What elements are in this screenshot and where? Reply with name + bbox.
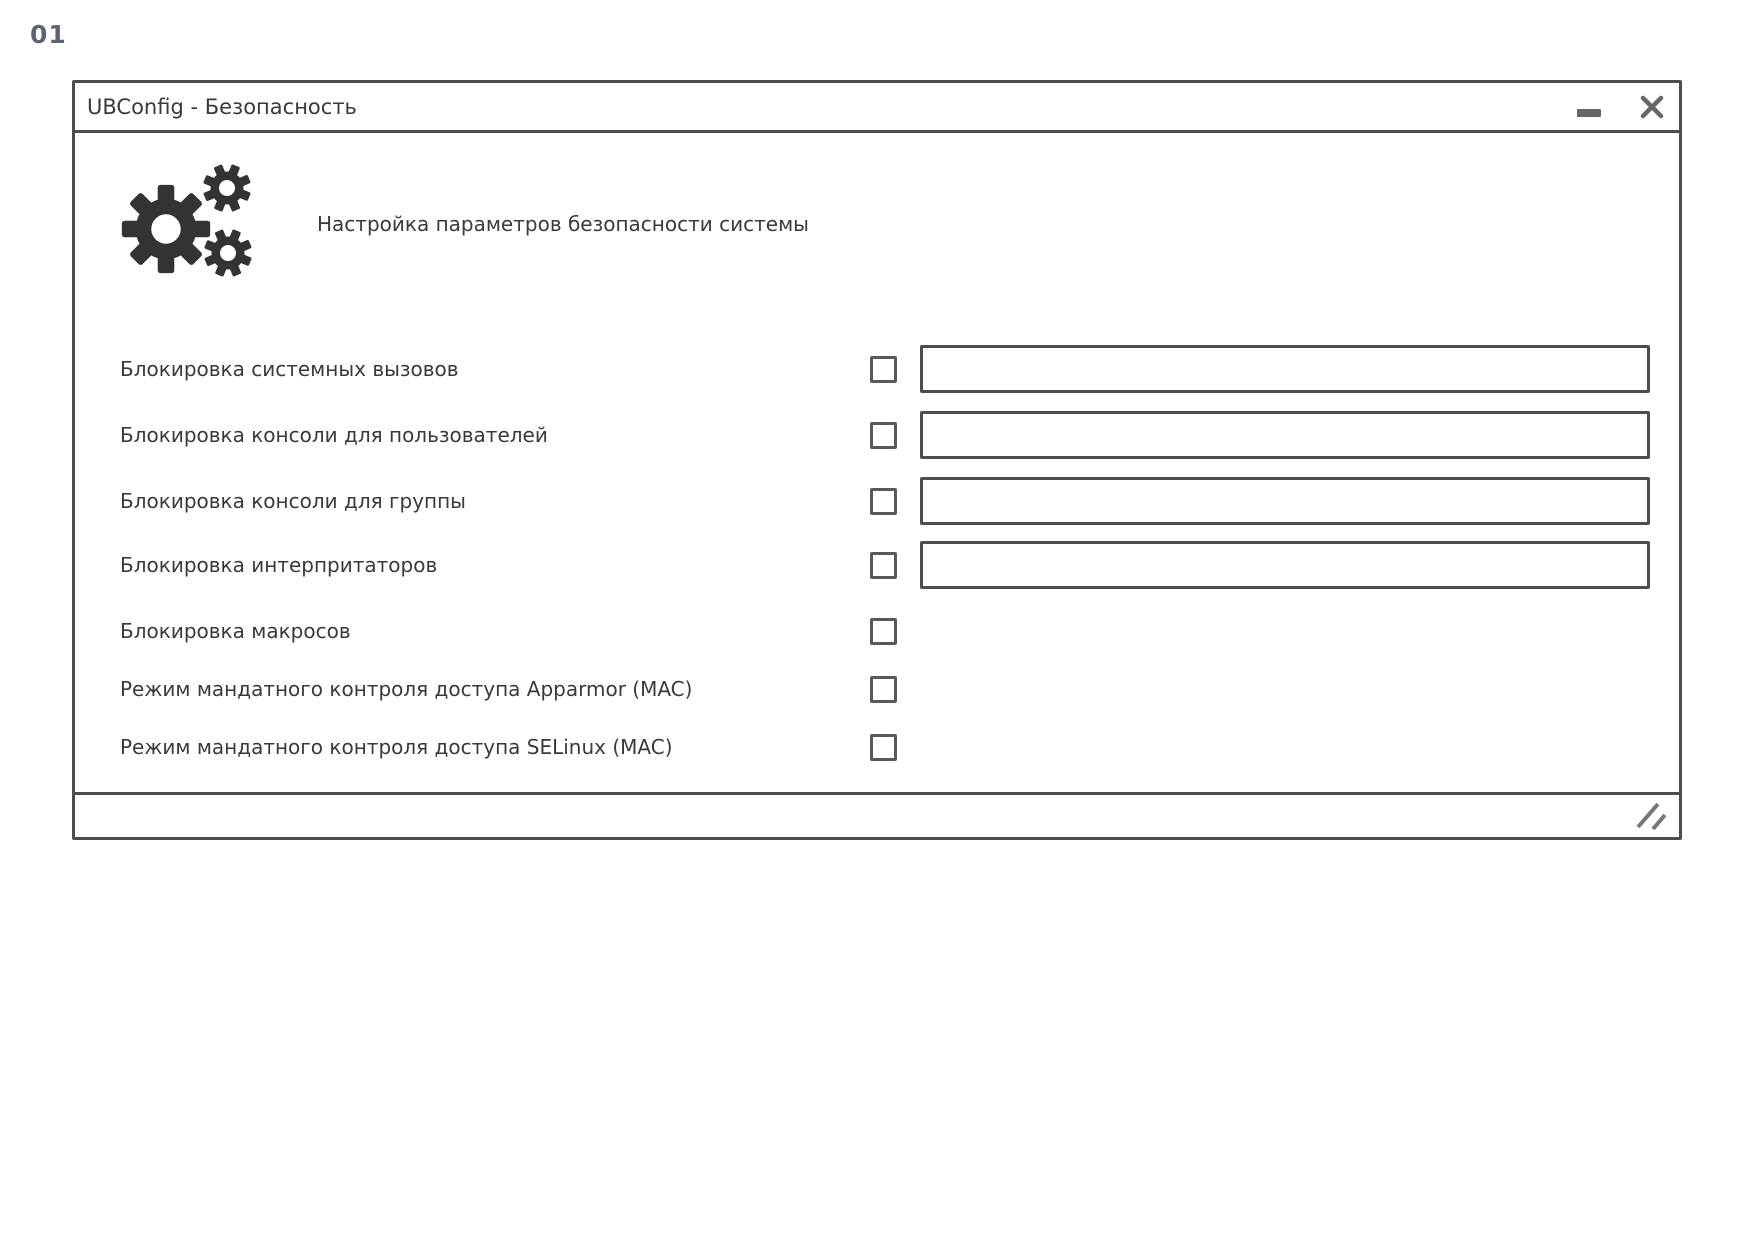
settings-row <box>120 477 1653 525</box>
settings-row <box>120 723 1653 771</box>
setting-label: Блокировка макросов <box>120 619 351 643</box>
settings-row <box>120 345 1653 393</box>
setting-checkbox[interactable] <box>870 618 897 645</box>
status-bar <box>75 792 1679 837</box>
titlebar <box>75 83 1679 133</box>
slide-number: 01 <box>30 20 67 49</box>
settings-row <box>120 607 1653 655</box>
setting-checkbox[interactable] <box>870 356 897 383</box>
setting-label: Режим мандатного контроля доступа Apparmor (MAC) <box>120 677 693 701</box>
resize-grip-icon[interactable] <box>1633 799 1671 833</box>
setting-checkbox[interactable] <box>870 676 897 703</box>
setting-checkbox[interactable] <box>870 552 897 579</box>
window-header <box>120 155 809 293</box>
settings-row <box>120 411 1653 459</box>
settings-row <box>120 541 1653 589</box>
close-icon[interactable] <box>1639 93 1665 121</box>
setting-checkbox[interactable] <box>870 734 897 761</box>
setting-input[interactable] <box>920 477 1650 525</box>
gears-icon <box>120 155 295 293</box>
window-description: Настройка параметров безопасности системы <box>317 212 809 236</box>
setting-input[interactable] <box>920 541 1650 589</box>
setting-label: Блокировка системных вызовов <box>120 357 459 381</box>
minimize-icon[interactable] <box>1577 109 1601 117</box>
window-title: UBConfig - Безопасность <box>87 94 357 119</box>
setting-label: Режим мандатного контроля доступа SELinux (MAC) <box>120 735 673 759</box>
setting-input[interactable] <box>920 411 1650 459</box>
setting-label: Блокировка консоли для группы <box>120 489 466 513</box>
settings-row <box>120 665 1653 713</box>
setting-checkbox[interactable] <box>870 422 897 449</box>
setting-checkbox[interactable] <box>870 488 897 515</box>
window-controls <box>1577 93 1665 121</box>
ubconfig-window <box>72 80 1682 840</box>
setting-input[interactable] <box>920 345 1650 393</box>
setting-label: Блокировка интерпритаторов <box>120 553 438 577</box>
setting-label: Блокировка консоли для пользователей <box>120 423 548 447</box>
